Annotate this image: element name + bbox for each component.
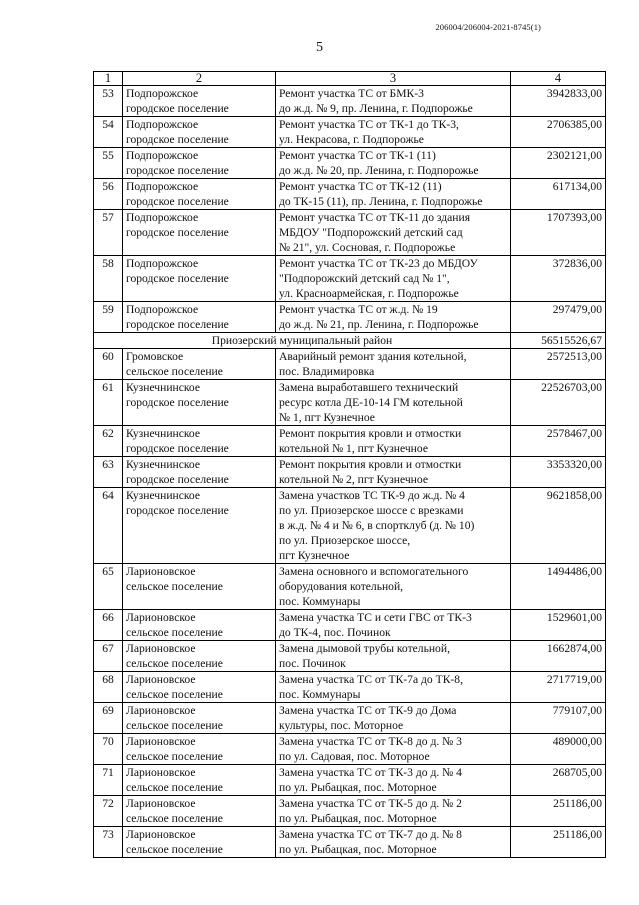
settlement-name-line: Ларионовское: [126, 797, 196, 810]
row-number: 64: [94, 488, 123, 564]
row-number: 55: [94, 148, 123, 179]
settlement-name-line: Кузнечнинское: [126, 458, 201, 471]
work-description-line: культуры, пос. Моторное: [279, 719, 404, 732]
work-description-line: Ремонт покрытия кровли и отмостки: [279, 427, 462, 440]
row-number: 65: [94, 564, 123, 610]
settlement-cell: [123, 703, 276, 734]
table-row: [94, 765, 606, 796]
works-table: [93, 71, 606, 858]
amount-cell: 251186,00: [511, 827, 606, 858]
settlement-name-line: городское поселение: [126, 133, 229, 146]
settlement-name-line: Ларионовское: [126, 766, 196, 779]
work-description-line: пгт Кузнечное: [279, 549, 350, 562]
row-number: 68: [94, 672, 123, 703]
row-number: 71: [94, 765, 123, 796]
work-description-cell: [276, 703, 511, 734]
work-description-line: котельной № 1, пгт Кузнечное: [279, 442, 428, 455]
settlement-name-line: городское поселение: [126, 102, 229, 115]
work-description-cell: [276, 86, 511, 117]
settlement-name-line: сельское поселение: [126, 781, 223, 794]
amount-cell: 1494486,00: [511, 564, 606, 610]
settlement-cell: [123, 380, 276, 426]
settlement-name-line: сельское поселение: [126, 688, 223, 701]
document-registration-number: 206004/206004-2021-8745(1): [435, 22, 541, 32]
table-row: [94, 457, 606, 488]
row-number: 62: [94, 426, 123, 457]
settlement-name-line: Подпорожское: [126, 118, 199, 131]
work-description-cell: [276, 349, 511, 380]
settlement-name-line: сельское поселение: [126, 750, 223, 763]
table-row: [94, 796, 606, 827]
work-description-cell: [276, 672, 511, 703]
work-description-line: до ж.д. № 9, пр. Ленина, г. Подпорожье: [279, 102, 473, 115]
work-description-line: по ул. Рыбацкая, пос. Моторное: [279, 843, 437, 856]
work-description-line: ул. Красноармейская, г. Подпорожье: [279, 287, 459, 300]
settlement-name-line: Подпорожское: [126, 211, 199, 224]
settlement-name-line: сельское поселение: [126, 843, 223, 856]
work-description-line: ресурс котла ДЕ-10-14 ГМ котельной: [279, 396, 463, 409]
amount-cell: 2578467,00: [511, 426, 606, 457]
work-description-line: "Подпорожский детский сад № 1",: [279, 272, 450, 285]
table-row: [94, 148, 606, 179]
work-description-line: по ул. Приозерское шоссе с врезками: [279, 504, 464, 517]
settlement-name-line: Подпорожское: [126, 257, 199, 270]
amount-cell: 251186,00: [511, 796, 606, 827]
work-description-line: Аварийный ремонт здания котельной,: [279, 350, 467, 363]
work-description-cell: [276, 426, 511, 457]
amount-cell: 3353320,00: [511, 457, 606, 488]
work-description-line: по ул. Рыбацкая, пос. Моторное: [279, 812, 437, 825]
amount-cell: 2717719,00: [511, 672, 606, 703]
table-row: [94, 641, 606, 672]
work-description-line: до ж.д. № 20, пр. Ленина, г. Подпорожье: [279, 164, 479, 177]
work-description-line: МБДОУ "Подпорожский детский сад: [279, 226, 463, 239]
settlement-name-line: сельское поселение: [126, 812, 223, 825]
settlement-name-line: городское поселение: [126, 442, 229, 455]
settlement-name-line: сельское поселение: [126, 657, 223, 670]
settlement-name-line: Кузнечнинское: [126, 381, 201, 394]
district-subtotal-row: [94, 333, 606, 349]
settlement-name-line: сельское поселение: [126, 719, 223, 732]
settlement-name-line: Подпорожское: [126, 303, 199, 316]
work-description-line: Ремонт участка ТС от ТК-1 (11): [279, 149, 436, 162]
row-number: 56: [94, 179, 123, 210]
table-row: [94, 672, 606, 703]
work-description-line: пос. Владимировка: [279, 365, 375, 378]
row-number: 63: [94, 457, 123, 488]
settlement-name-line: городское поселение: [126, 226, 229, 239]
row-number: 67: [94, 641, 123, 672]
work-description-line: Замена участка ТС от ТК-7а до ТК-8,: [279, 673, 463, 686]
amount-cell: 1707393,00: [511, 210, 606, 256]
table-row: [94, 734, 606, 765]
settlement-cell: [123, 256, 276, 302]
settlement-cell: [123, 672, 276, 703]
settlement-cell: [123, 610, 276, 641]
settlement-name-line: Подпорожское: [126, 180, 199, 193]
work-description-line: Замена участка ТС от ТК-3 до д. № 4: [279, 766, 462, 779]
amount-cell: 3942833,00: [511, 86, 606, 117]
amount-cell: 2572513,00: [511, 349, 606, 380]
settlement-name-line: Подпорожское: [126, 87, 199, 100]
work-description-cell: [276, 117, 511, 148]
column-number-2: 2: [123, 72, 276, 86]
work-description-line: ул. Некрасова, г. Подпорожье: [279, 133, 424, 146]
settlement-cell: [123, 734, 276, 765]
work-description-line: Замена участка ТС от ТК-9 до Дома: [279, 704, 457, 717]
work-description-line: Ремонт покрытия кровли и отмостки: [279, 458, 462, 471]
settlement-name-line: Ларионовское: [126, 828, 196, 841]
settlement-cell: [123, 796, 276, 827]
work-description-line: Ремонт участка ТС от БМК-3: [279, 87, 424, 100]
settlement-name-line: городское поселение: [126, 473, 229, 486]
amount-cell: 22526703,00: [511, 380, 606, 426]
settlement-name-line: Ларионовское: [126, 735, 196, 748]
settlement-name-line: Ларионовское: [126, 611, 196, 624]
work-description-line: Ремонт участка ТС от ТК-12 (11): [279, 180, 442, 193]
row-number: 73: [94, 827, 123, 858]
work-description-line: Замена участка ТС от ТК-5 до д. № 2: [279, 797, 462, 810]
work-description-line: № 21", ул. Сосновая, г. Подпорожье: [279, 241, 456, 254]
settlement-name-line: городское поселение: [126, 195, 229, 208]
settlement-cell: [123, 426, 276, 457]
settlement-cell: [123, 827, 276, 858]
work-description-line: Замена выработавшего технический: [279, 381, 459, 394]
settlement-cell: [123, 765, 276, 796]
work-description-line: пос. Коммунары: [279, 595, 361, 608]
settlement-name-line: городское поселение: [126, 396, 229, 409]
work-description-line: котельной № 2, пгт Кузнечное: [279, 473, 428, 486]
table-row: [94, 117, 606, 148]
work-description-cell: [276, 765, 511, 796]
work-description-line: Ремонт участка ТС от ТК-1 до ТК-3,: [279, 118, 459, 131]
amount-cell: 779107,00: [511, 703, 606, 734]
work-description-line: Замена участка ТС от ТК-7 до д. № 8: [279, 828, 462, 841]
table-row: [94, 179, 606, 210]
amount-cell: 1529601,00: [511, 610, 606, 641]
table-row: [94, 610, 606, 641]
column-number-1: 1: [94, 72, 123, 86]
work-description-line: Замена основного и вспомогательного: [279, 565, 469, 578]
row-number: 70: [94, 734, 123, 765]
work-description-cell: [276, 179, 511, 210]
work-description-line: в ж.д. № 4 и № 6, в спортклуб (д. № 10): [279, 519, 475, 532]
work-description-cell: [276, 380, 511, 426]
work-description-line: Ремонт участка ТС от ТК-11 до здания: [279, 211, 471, 224]
district-total-sum: 56515526,67: [511, 333, 606, 349]
work-description-line: Замена участка ТС от ТК-8 до д. № 3: [279, 735, 462, 748]
work-description-line: Замена участков ТС ТК-9 до ж.д. № 4: [279, 489, 465, 502]
amount-cell: 9621858,00: [511, 488, 606, 564]
work-description-cell: [276, 210, 511, 256]
table-row: [94, 380, 606, 426]
work-description-line: Замена дымовой трубы котельной,: [279, 642, 450, 655]
district-name: Приозерский муниципальный район: [94, 333, 511, 349]
amount-cell: 2706385,00: [511, 117, 606, 148]
settlement-name-line: Ларионовское: [126, 565, 196, 578]
table-row: [94, 256, 606, 302]
settlement-cell: [123, 210, 276, 256]
work-description-cell: [276, 796, 511, 827]
work-description-line: № 1, пгт Кузнечное: [279, 411, 375, 424]
work-description-line: по ул. Приозерское шоссе,: [279, 534, 411, 547]
settlement-cell: [123, 457, 276, 488]
settlement-cell: [123, 179, 276, 210]
work-description-cell: [276, 827, 511, 858]
settlement-name-line: городское поселение: [126, 318, 229, 331]
table-row: [94, 302, 606, 333]
work-description-cell: [276, 457, 511, 488]
column-number-row: [94, 72, 606, 86]
work-description-cell: [276, 734, 511, 765]
amount-cell: 268705,00: [511, 765, 606, 796]
work-description-cell: [276, 256, 511, 302]
row-number: 54: [94, 117, 123, 148]
settlement-cell: [123, 641, 276, 672]
work-description-line: оборудования котельной,: [279, 580, 404, 593]
work-description-line: пос. Починок: [279, 657, 346, 670]
column-number-3: 3: [276, 72, 511, 86]
settlement-cell: [123, 302, 276, 333]
row-number: 59: [94, 302, 123, 333]
settlement-cell: [123, 349, 276, 380]
settlement-name-line: Ларионовское: [126, 704, 196, 717]
table-row: [94, 86, 606, 117]
row-number: 58: [94, 256, 123, 302]
amount-cell: 489000,00: [511, 734, 606, 765]
page-number: 5: [316, 40, 323, 55]
settlement-name-line: Подпорожское: [126, 149, 199, 162]
settlement-name-line: Ларионовское: [126, 673, 196, 686]
settlement-cell: [123, 148, 276, 179]
settlement-cell: [123, 564, 276, 610]
row-number: 53: [94, 86, 123, 117]
settlement-cell: [123, 488, 276, 564]
work-description-cell: [276, 302, 511, 333]
settlement-name-line: сельское поселение: [126, 580, 223, 593]
row-number: 72: [94, 796, 123, 827]
table-row: [94, 349, 606, 380]
settlement-name-line: сельское поселение: [126, 626, 223, 639]
works-table-body: [94, 72, 606, 858]
work-description-cell: [276, 641, 511, 672]
work-description-line: Ремонт участка ТС от ТК-23 до МБДОУ: [279, 257, 478, 270]
work-description-line: до ж.д. № 21, пр. Ленина, г. Подпорожье: [279, 318, 479, 331]
amount-cell: 617134,00: [511, 179, 606, 210]
table-row: [94, 827, 606, 858]
work-description-cell: [276, 610, 511, 641]
column-number-4: 4: [511, 72, 606, 86]
settlement-name-line: Ларионовское: [126, 642, 196, 655]
work-description-line: Ремонт участка ТС от ж.д. № 19: [279, 303, 438, 316]
settlement-cell: [123, 86, 276, 117]
row-number: 69: [94, 703, 123, 734]
settlement-name-line: городское поселение: [126, 504, 229, 517]
table-row: [94, 426, 606, 457]
work-description-cell: [276, 148, 511, 179]
amount-cell: 1662874,00: [511, 641, 606, 672]
amount-cell: 2302121,00: [511, 148, 606, 179]
work-description-line: Замена участка ТС и сети ГВС от ТК-3: [279, 611, 472, 624]
settlement-name-line: Громовское: [126, 350, 184, 363]
work-description-line: до ТК-15 (11), пр. Ленина, г. Подпорожье: [279, 195, 483, 208]
amount-cell: 297479,00: [511, 302, 606, 333]
work-description-line: до ТК-4, пос. Починок: [279, 626, 391, 639]
row-number: 61: [94, 380, 123, 426]
settlement-cell: [123, 117, 276, 148]
work-description-line: по ул. Рыбацкая, пос. Моторное: [279, 781, 437, 794]
table-row: [94, 564, 606, 610]
row-number: 66: [94, 610, 123, 641]
settlement-name-line: Кузнечнинское: [126, 489, 201, 502]
work-description-line: пос. Коммунары: [279, 688, 361, 701]
row-number: 57: [94, 210, 123, 256]
work-description-cell: [276, 488, 511, 564]
work-description-line: по ул. Садовая, пос. Моторное: [279, 750, 430, 763]
table-row: [94, 703, 606, 734]
settlement-name-line: сельское поселение: [126, 365, 223, 378]
work-description-cell: [276, 564, 511, 610]
row-number: 60: [94, 349, 123, 380]
table-row: [94, 210, 606, 256]
settlement-name-line: городское поселение: [126, 272, 229, 285]
table-row: [94, 488, 606, 564]
settlement-name-line: городское поселение: [126, 164, 229, 177]
amount-cell: 372836,00: [511, 256, 606, 302]
settlement-name-line: Кузнечнинское: [126, 427, 201, 440]
